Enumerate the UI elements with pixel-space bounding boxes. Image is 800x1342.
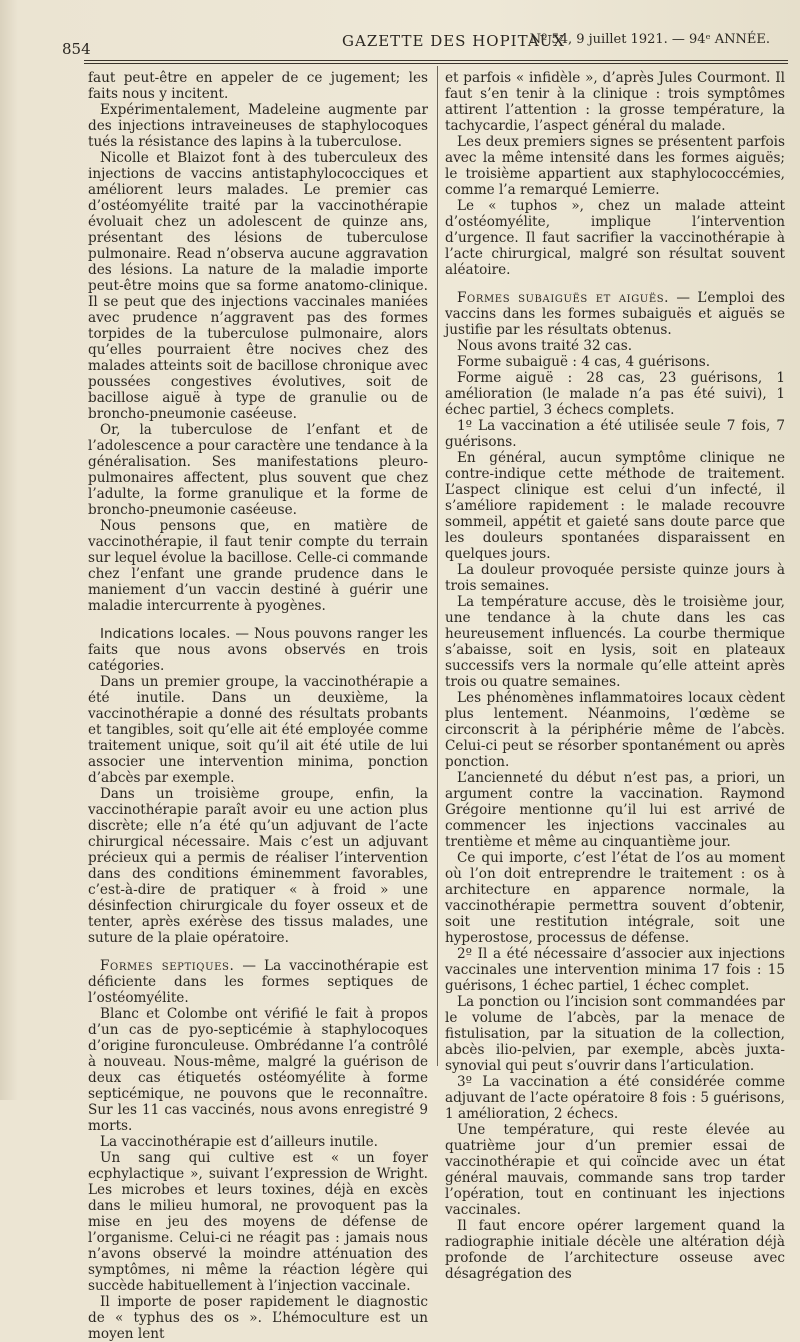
paragraph: 3º La vaccination a été considérée comme adjuvant de l’acte opératoire 8 fois : 5 guérisons, 1 amélioration, 2 échecs. bbox=[445, 1074, 785, 1122]
page-header bbox=[62, 28, 780, 60]
paragraph: La vaccinothérapie est d’ailleurs inutile. bbox=[100, 1134, 378, 1150]
paragraph: 2º Il a été nécessaire d’associer aux injections vaccinales une intervention minima 17 fois : 15 guérisons, 1 échec partiel, 1 échec complet. bbox=[445, 946, 785, 994]
issue-info: Nº 54, 9 juillet 1921. — 94ᵉ ANNÉE. bbox=[529, 32, 770, 47]
paragraph: La douleur provoquée persiste quinze jours à trois semaines. bbox=[445, 562, 785, 594]
paragraph: Blanc et Colombe ont vérifié le fait à propos d’un cas de pyo-septicémie à staphylocoques d’origine furonculeuse. Ombrédanne l’a contrôlé à nouveau. Nous-même, malgré la guérison de deux cas étiquetés ostéomyélite à forme septicémique, ne pouvons que le reconnaître. Sur les 11 cas vaccinés, nous avons enregistré 9 morts. bbox=[88, 1006, 428, 1134]
paragraph: Nous avons traité 32 cas. bbox=[457, 338, 633, 354]
paragraph: Forme subaiguë : 4 cas, 4 guérisons. bbox=[457, 354, 711, 370]
paragraph: Nous pensons que, en matière de vaccinothérapie, il faut tenir compte du terrain sur lequel évolue la bacillose. Celle-ci commande chez l’enfant une grande prudence dans le maniement d’un vaccin destiné à guérir une maladie intercurrente à pyogènes. bbox=[88, 518, 428, 614]
paragraph: Dans un premier groupe, la vaccinothérapie a été inutile. Dans un deuxième, la vaccinothérapie a donné des résultats probants et tangibles, soit qu’elle ait été employée comme traitement unique, soit qu’il ait été utile de lui associer une intervention minima, ponction d’abcès par exemple. bbox=[88, 674, 428, 786]
paragraph: Indications locales. — Nous pouvons ranger les faits que nous avons observés en trois catégories. bbox=[88, 626, 429, 674]
section-heading: Formes subaiguës et aiguës. bbox=[457, 290, 670, 306]
journal-title: GAZETTE DES HOPITAUX bbox=[342, 32, 565, 50]
header-rule bbox=[84, 60, 788, 61]
paragraph: L’ancienneté du début n’est pas, a priori, un argument contre la vaccination. Raymond Grégoire mentionne qu’il lui est arrivé de commencer les injections vaccinales au trentième et même au cinquantième jour. bbox=[445, 770, 785, 850]
paragraph: Ce qui importe, c’est l’état de l’os au moment où l’on doit entreprendre le traitement : os à architecture en apparence normale, la vaccinothérapie permettra souvent d’obtenir, soit une restitution intégrale, soit une hyperostose, processus de défense. bbox=[445, 850, 785, 946]
paragraph: Nicolle et Blaizot font à des tuberculeux des injections de vaccins antistaphylococciques et améliorent leurs malades. Le premier cas d’ostéomyélite traité par la vaccinothérapie évoluait chez un adolescent de quinze ans, présentant des lésions de tuberculose pulmonaire. Read n’observa aucune aggravation des lésions. La nature de la maladie importe peut-être moins que sa forme anatomo-clinique. Il se peut que des injections vaccinales maniées avec prudence n’aggravent pas des formes torpides de la tuberculose pulmonaire, alors qu’elles pourraient être nocives chez des malades atteints soit de bacillose chronique avec poussées congestives évolutives, soit de bacillose aiguë à type de granulie ou de broncho-pneumonie caséeuse. bbox=[88, 150, 428, 422]
paragraph: faut peut-être en appeler de ce jugement; les faits nous y incitent. bbox=[88, 70, 428, 102]
paragraph: La température accuse, dès le troisième jour, une tendance à la chute dans les cas heureusement influencés. La courbe thermique s’abaisse, soit en lysis, soit en plateaux successifs vers la normale qu’elle atteint après trois ou quatre semaines. bbox=[445, 594, 785, 690]
paragraph: Dans un troisième groupe, enfin, la vaccinothérapie paraît avoir eu une action plus discrète; elle n’a été qu’un adjuvant de l’acte chirurgical nécessaire. Mais c’est un adjuvant précieux qui a permis de réaliser l’intervention dans des conditions éminemment favorables, c’est-à-dire de pratiquer « à froid » une désinfection chirurgicale du foyer osseux et de tenter, après exérèse des tissus malades, une suture de la plaie opératoire. bbox=[88, 786, 428, 946]
page-number: 854 bbox=[62, 40, 91, 58]
paragraph: Il faut encore opérer largement quand la radiographie initiale décèle une altération déjà profonde de l’architecture osseuse avec désagrégation des bbox=[445, 1218, 785, 1282]
paragraph: Il importe de poser rapidement le diagnostic de « typhus des os ». L’hémoculture est un moyen lent bbox=[88, 1294, 428, 1342]
paragraph: Formes septiques. — La vaccinothérapie est déficiente dans les formes septiques de l’ostéomyélite. bbox=[88, 958, 429, 1006]
paragraph: Les deux premiers signes se présentent parfois avec la même intensité dans les formes aiguës; le troisième appartient aux staphylococcémies, comme l’a remarqué Lemierre. bbox=[445, 134, 785, 198]
right-column bbox=[445, 70, 785, 1282]
paragraph: Une température, qui reste élevée au quatrième jour d’un premier essai de vaccinothérapie et qui coïncide avec un état général mauvais, commande sans trop tarder l’opération, tout en continuant les injections vaccinales. bbox=[445, 1122, 785, 1218]
left-column bbox=[88, 70, 428, 1342]
paragraph: La ponction ou l’incision sont commandées par le volume de l’abcès, par la menace de fistulisation, par la situation de la collection, abcès ilio-pelvien, par exemple, abcès juxta-synovial qui peut s’ouvrir dans l’articulation. bbox=[445, 994, 785, 1074]
paragraph: Or, la tuberculose de l’enfant et de l’adolescence a pour caractère une tendance à la généralisation. Ses manifestations pleuro-pulmonaires affectent, plus souvent que chez l’adulte, la forme granulique et la forme de broncho-pneumonie caséeuse. bbox=[88, 422, 428, 518]
paragraph: Formes subaiguës et aiguës. — L’emploi des vaccins dans les formes subaiguës et aiguës se justifie par les résultats obtenus. bbox=[445, 290, 785, 338]
section-heading: Indications locales. bbox=[100, 626, 231, 642]
paragraph: et parfois « infidèle », d’après Jules Courmont. Il faut s’en tenir à la clinique : trois symptômes attirent l’attention : la grosse température, la tachycardie, l’aspect général du malade. bbox=[445, 70, 785, 134]
paragraph: Expérimentalement, Madeleine augmente par des injections intraveineuses de staphylocoques tués la résistance des lapins à la tuberculose. bbox=[88, 102, 428, 150]
paragraph: En général, aucun symptôme clinique ne contre-indique cette méthode de traitement. L’aspect clinique est celui d’un infecté, il s’améliore rapidement : le malade recouvre sommeil, appétit et gaieté sans doute parce que les douleurs spontanées disparaissent en quelques jours. bbox=[445, 450, 785, 562]
paragraph: Un sang qui cultive est « un foyer ecphylactique », suivant l’expression de Wright. Les microbes et leurs toxines, déjà en excès dans le milieu humoral, ne provoquent pas la mise en jeu des moyens de défense de l’organisme. Celui-ci ne réagit pas : jamais nous n’avons observé la moindre atténuation des symptômes, ni même la réaction légère qui succède habituellement à l’injection vaccinale. bbox=[88, 1150, 428, 1294]
paragraph: Forme aiguë : 28 cas, 23 guérisons, 1 amélioration (le malade n’a pas été suivi), 1 échec partiel, 3 échecs complets. bbox=[445, 370, 785, 418]
header-rule-thin bbox=[84, 63, 788, 64]
paragraph: Le « tuphos », chez un malade atteint d’ostéomyélite, implique l’intervention d’urgence. Il faut sacrifier la vaccinothérapie à l’acte chirurgical, malgré son résultat souvent aléatoire. bbox=[445, 198, 785, 278]
paragraph: 1º La vaccination a été utilisée seule 7 fois, 7 guérisons. bbox=[445, 418, 785, 450]
section-heading: Formes septiques. bbox=[100, 958, 235, 974]
paragraph: Les phénomènes inflammatoires locaux cèdent plus lentement. Néanmoins, l’œdème se circonscrit à la périphérie même de l’abcès. Celui-ci peut se résorber spontanément ou après ponction. bbox=[445, 690, 785, 770]
column-separator bbox=[437, 66, 438, 1066]
